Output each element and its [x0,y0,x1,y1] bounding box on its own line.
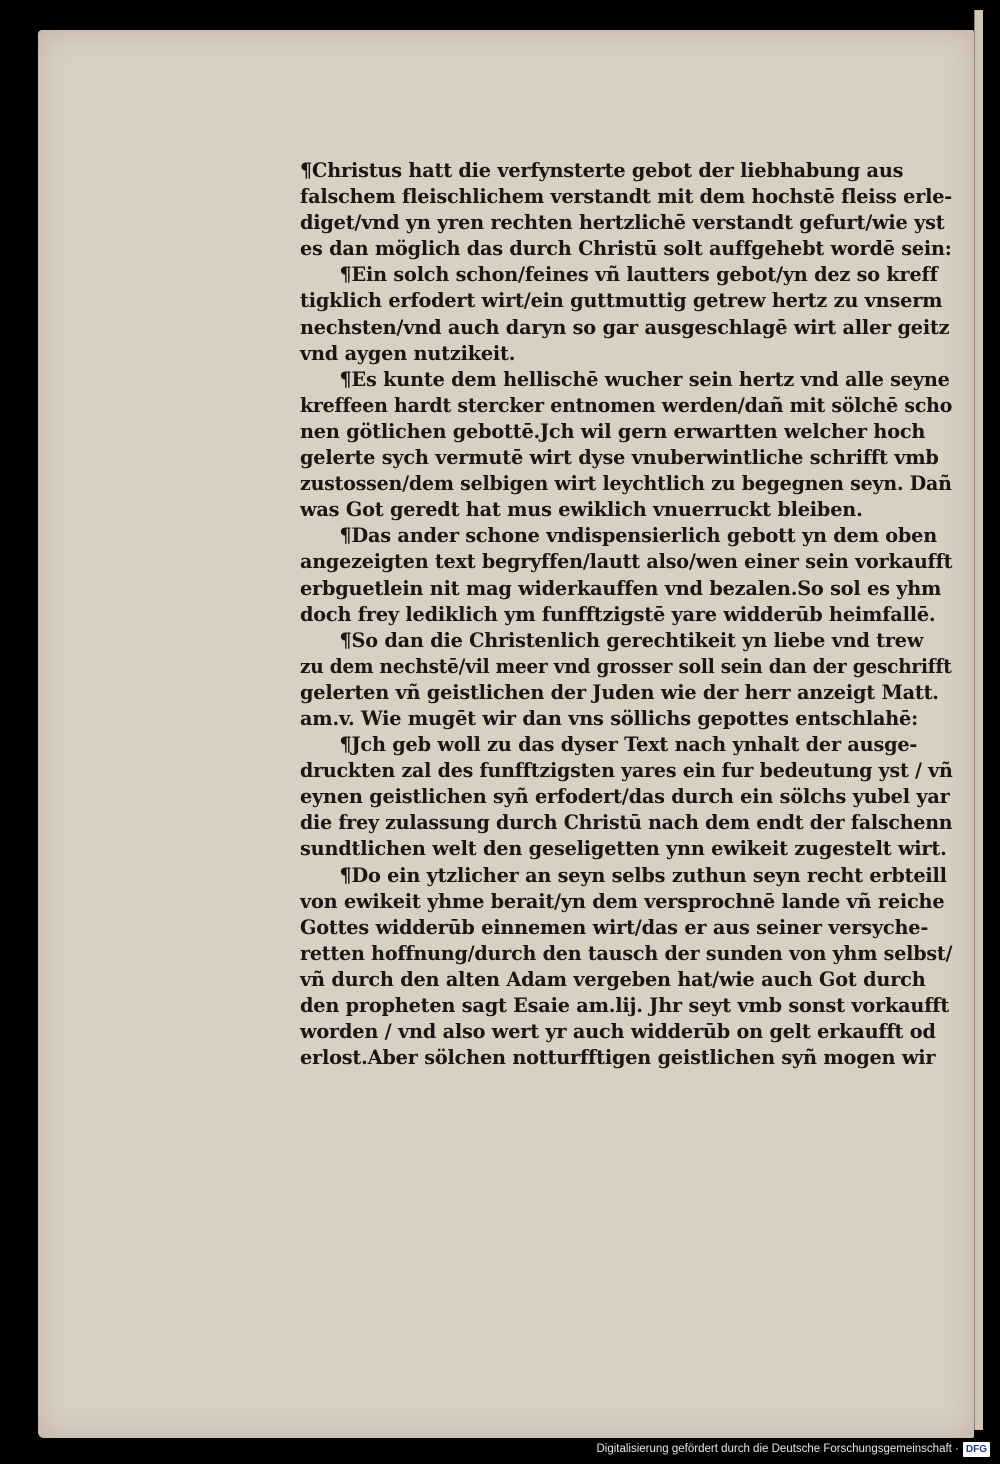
text-line: nechsten/vnd auch daryn so gar ausgeschlagē wirt aller geitz [300,315,950,339]
text-line: es dan möglich das durch Christū solt auffgehebt wordē sein: [300,237,952,261]
text-line: tigklich erfodert wirt/ein guttmuttig getrew hertz zu vnserm [300,289,943,313]
dfg-logo: DFG [963,1442,990,1457]
text-line: ¶So dan die Christenlich gerechtikeit yn liebe vnd trew [339,628,924,652]
text-line: die frey zulassung durch Christū nach dem endt der falschenn [300,811,953,835]
text-line: falschem fleischlichem verstandt mit dem hochstē fleiss erle- [300,185,953,209]
text-line: zu dem nechstē/vil meer vnd grosser soll sein dan der geschrifft [300,654,952,678]
text-line: kreffeen hardt stercker entnomen werden/dañ mit sölchē scho [300,393,953,417]
text-line: diget/vnd yn yren rechten hertzlichē verstandt gefurt/wie yst [300,211,945,235]
text-line: ¶Do ein ytzlicher an seyn selbs zuthun seyn recht erbteill [339,863,947,887]
text-line: eynen geistlichen syñ erfodert/das durch ein sölchs yubel yar [300,785,950,809]
text-line: nen götlichen gebottē.Jch wil gern erwartten welcher hoch [300,419,926,443]
text-line: gelerte sych vermutē wirt dyse vnuberwintliche schrifft vmb [300,446,939,470]
text-line: doch frey lediklich ym funfftzigstē yare widderūb heimfallē. [300,602,936,626]
text-line: retten hoffnung/durch den tausch der sunden von yhm selbst/ [300,941,953,965]
footer [596,1440,990,1458]
text-line: ¶Es kunte dem hellischē wucher sein hertz vnd alle seyne [339,367,950,391]
body-text [300,158,960,1071]
text-line: den propheten sagt Esaie am.lij. Jhr seyt vmb sonst vorkaufft [300,994,950,1017]
text-line: druckten zal des funfftzigsten yares ein fur bedeutung yst / vñ [300,759,953,783]
text-line: erbguetlein nit mag widerkauffen vnd bezalen.So sol es yhm [300,576,942,600]
text-line: zustossen/dem selbigen wirt leychtlich zu begegnen seyn. Dañ [300,472,952,496]
text-line: angezeigten text begryffen/lautt also/wen einer sein vorkaufft [300,550,953,574]
text-line: am.v. Wie mugēt wir dan vns söllichs gepottes entschlahē: [300,706,919,730]
text-line: vñ durch den alten Adam vergeben hat/wie auch Got durch [300,967,926,991]
text-line: ¶Ein solch schon/feines vñ lautters gebot/yn dez so kreff [339,263,938,287]
text-line: ¶Das ander schone vndispensierlich gebott yn dem oben [339,524,938,548]
text-line: von ewikeit yhme berait/yn dem versprochnē lande vñ reiche [300,889,945,913]
text-line: ¶Jch geb woll zu das dyser Text nach ynhalt der ausge- [339,733,918,757]
text-line: Gottes widderūb einnemen wirt/das er aus seiner versyche- [300,915,929,939]
footer-credit: Digitalisierung gefördert durch die Deutsche Forschungsgemeinschaft · [596,1443,959,1455]
text-line: was Got geredt hat mus ewiklich vnuerruckt bleiben. [300,498,863,522]
page-edge [974,10,983,1430]
text-line: gelerten vñ geistlichen der Juden wie der herr anzeigt Matt. [300,680,939,704]
text-line: worden / vnd also wert yr auch widderūb on gelt erkaufft od [300,1020,936,1044]
text-line: sundtlichen welt den geseligetten ynn ewikeit zugestelt wirt. [300,837,947,861]
text-line: ¶Christus hatt die verfynsterte gebot der liebhabung aus [300,159,904,182]
text-line: vnd aygen nutzikeit. [300,341,516,365]
text-line: erlost.Aber sölchen notturfftigen geistlichen syñ mogen wir [300,1046,936,1070]
